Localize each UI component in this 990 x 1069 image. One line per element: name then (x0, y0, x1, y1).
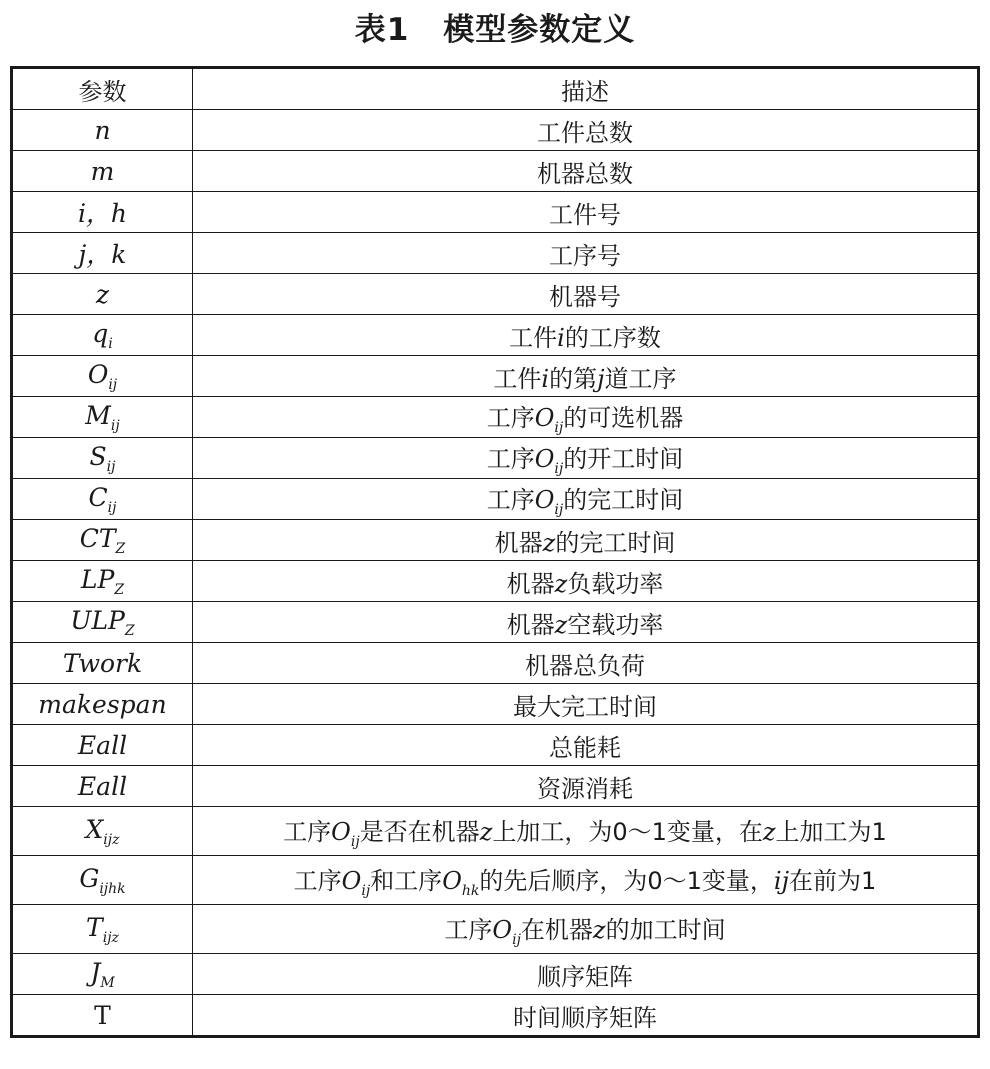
param-description: 时间顺序矩阵 (193, 995, 979, 1037)
table-caption (0, 6, 990, 54)
param-description: 顺序矩阵 (193, 954, 979, 995)
param-symbol: $S_{ij}$ (12, 438, 193, 479)
param-symbol: z (12, 274, 193, 315)
param-description: 工序$O_{ij}$的完工时间 (193, 479, 979, 520)
param-description: 工序$O_{ij}$是否在机器z上加工，为0～1变量，在z上加工为1 (193, 807, 979, 856)
table-row (12, 479, 979, 520)
param-description: 工序$O_{ij}$在机器z的加工时间 (193, 905, 979, 954)
param-symbol: $X_{ijz}$ (12, 807, 193, 856)
param-symbol: $T_{ijz}$ (12, 905, 193, 954)
table-row (12, 602, 979, 643)
param-description: 工序$O_{ij}$和工序$O_{hk}$的先后顺序，为0～1变量，ij在前为1 (193, 856, 979, 905)
caption-number: 表1 (354, 12, 410, 48)
param-symbol: $q_i$ (12, 315, 193, 356)
table-row (12, 192, 979, 233)
param-symbol: i，h (12, 192, 193, 233)
param-symbol: m (12, 151, 193, 192)
header-row (12, 68, 979, 110)
table-row (12, 856, 979, 905)
param-description: 机器z空载功率 (193, 602, 979, 643)
param-symbol: $ULP_Z$ (12, 602, 193, 643)
param-symbol: $LP_Z$ (12, 561, 193, 602)
param-description: 机器z负载功率 (193, 561, 979, 602)
param-description: 资源消耗 (193, 766, 979, 807)
param-description: 工件i的第j道工序 (193, 356, 979, 397)
param-symbol: Twork (12, 643, 193, 684)
parameter-table (10, 66, 980, 1038)
param-symbol: $G_{ijhk}$ (12, 856, 193, 905)
table-row (12, 766, 979, 807)
param-description: 机器总数 (193, 151, 979, 192)
table-row (12, 807, 979, 856)
table-row (12, 315, 979, 356)
table-row (12, 520, 979, 561)
table-row (12, 684, 979, 725)
param-description: 工序$O_{ij}$的可选机器 (193, 397, 979, 438)
param-description: 工件i的工序数 (193, 315, 979, 356)
table-row (12, 110, 979, 151)
caption-title: 模型参数定义 (443, 12, 636, 48)
param-symbol: n (12, 110, 193, 151)
table-row (12, 905, 979, 954)
table-row (12, 643, 979, 684)
param-symbol: makespan (12, 684, 193, 725)
table-row (12, 151, 979, 192)
table-row (12, 954, 979, 995)
table-row (12, 397, 979, 438)
param-symbol: T (12, 995, 193, 1037)
param-description: 机器z的完工时间 (193, 520, 979, 561)
param-description: 机器号 (193, 274, 979, 315)
param-symbol: j，k (12, 233, 193, 274)
param-description: 工件号 (193, 192, 979, 233)
table-row (12, 356, 979, 397)
header-param: 参数 (12, 68, 193, 110)
param-description: 工序$O_{ij}$的开工时间 (193, 438, 979, 479)
param-description: 机器总负荷 (193, 643, 979, 684)
table-row (12, 561, 979, 602)
table-row (12, 274, 979, 315)
param-symbol: $C_{ij}$ (12, 479, 193, 520)
table-row (12, 725, 979, 766)
param-symbol: $J_M$ (12, 954, 193, 995)
table-row (12, 995, 979, 1037)
param-description: 总能耗 (193, 725, 979, 766)
param-symbol: Eall (12, 725, 193, 766)
param-description: 最大完工时间 (193, 684, 979, 725)
param-symbol: $O_{ij}$ (12, 356, 193, 397)
table-row (12, 438, 979, 479)
param-symbol: $CT_Z$ (12, 520, 193, 561)
param-symbol: Eall (12, 766, 193, 807)
param-description: 工序号 (193, 233, 979, 274)
table-row (12, 233, 979, 274)
param-description: 工件总数 (193, 110, 979, 151)
param-symbol: $M_{ij}$ (12, 397, 193, 438)
header-desc: 描述 (193, 68, 979, 110)
